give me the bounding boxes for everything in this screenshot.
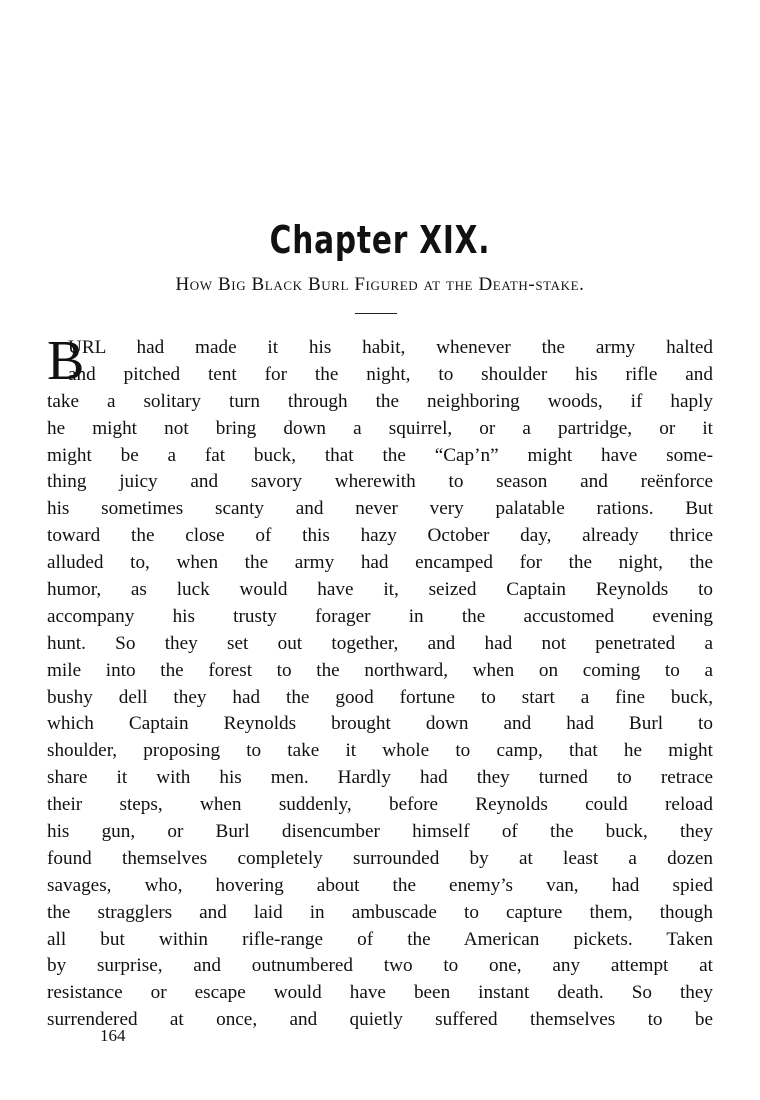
drop-cap: B (47, 330, 85, 392)
text-line: which Captain Reynolds brought down and had Burl to (47, 713, 713, 735)
text-line: accompany his trusty forager in the accustomed evening (47, 605, 713, 627)
text-line: hunt. So they set out together, and had not penetrated a (47, 632, 713, 654)
text-line: alluded to, when the army had encamped for the night, the (47, 552, 713, 574)
chapter-subtitle: How Big Black Burl Figured at the Death-stake. (175, 274, 585, 295)
text-line: surrendered at once, and quietly suffered themselves to be (47, 1009, 713, 1031)
text-line: he might not bring down a squirrel, or a partridge, or it (47, 417, 713, 439)
text-line: mile into the forest to the northward, when on coming to a (47, 659, 713, 681)
chapter-title: Chapter XIX. (269, 218, 491, 262)
text-line: humor, as luck would have it, seized Captain Reynolds to (47, 579, 713, 601)
text-line: his gun, or Burl disencumber himself of the buck, they (47, 821, 713, 843)
divider-rule (355, 313, 397, 314)
text-line: take a solitary turn through the neighboring woods, if haply (47, 390, 713, 412)
text-line: thing juicy and savory wherewith to season and reënforce (47, 471, 713, 493)
page-number: 164 (100, 1026, 126, 1045)
text-line: by surprise, and outnumbered two to one, any attempt at (47, 955, 713, 977)
text-line: resistance or escape would have been instant death. So they (47, 982, 713, 1004)
text-line: share it with his men. Hardly had they turned to retrace (47, 767, 713, 789)
text-line: found themselves completely surrounded by at least a dozen (47, 847, 713, 869)
text-line: the stragglers and laid in ambuscade to capture them, though (47, 901, 713, 923)
text-line: shoulder, proposing to take it whole to camp, that he might (47, 740, 713, 762)
text-line: savages, who, hovering about the enemy’s van, had spied (47, 874, 713, 896)
text-line: all but within rifle-range of the American pickets. Taken (47, 928, 713, 950)
body-text (47, 330, 713, 1034)
text-line: his sometimes scanty and never very palatable rations. But (47, 498, 713, 520)
text-line: might be a fat buck, that the “Cap’n” might have some- (47, 444, 713, 466)
text-line: URL had made it his habit, whenever the army halted (68, 337, 713, 358)
text-line: toward the close of this hazy October day, already thrice (47, 525, 713, 547)
text-line: and pitched tent for the night, to shoulder his rifle and (68, 363, 713, 385)
text-line: their steps, when suddenly, before Reynolds could reload (47, 794, 713, 816)
text-line: bushy dell they had the good fortune to start a fine buck, (47, 686, 713, 708)
